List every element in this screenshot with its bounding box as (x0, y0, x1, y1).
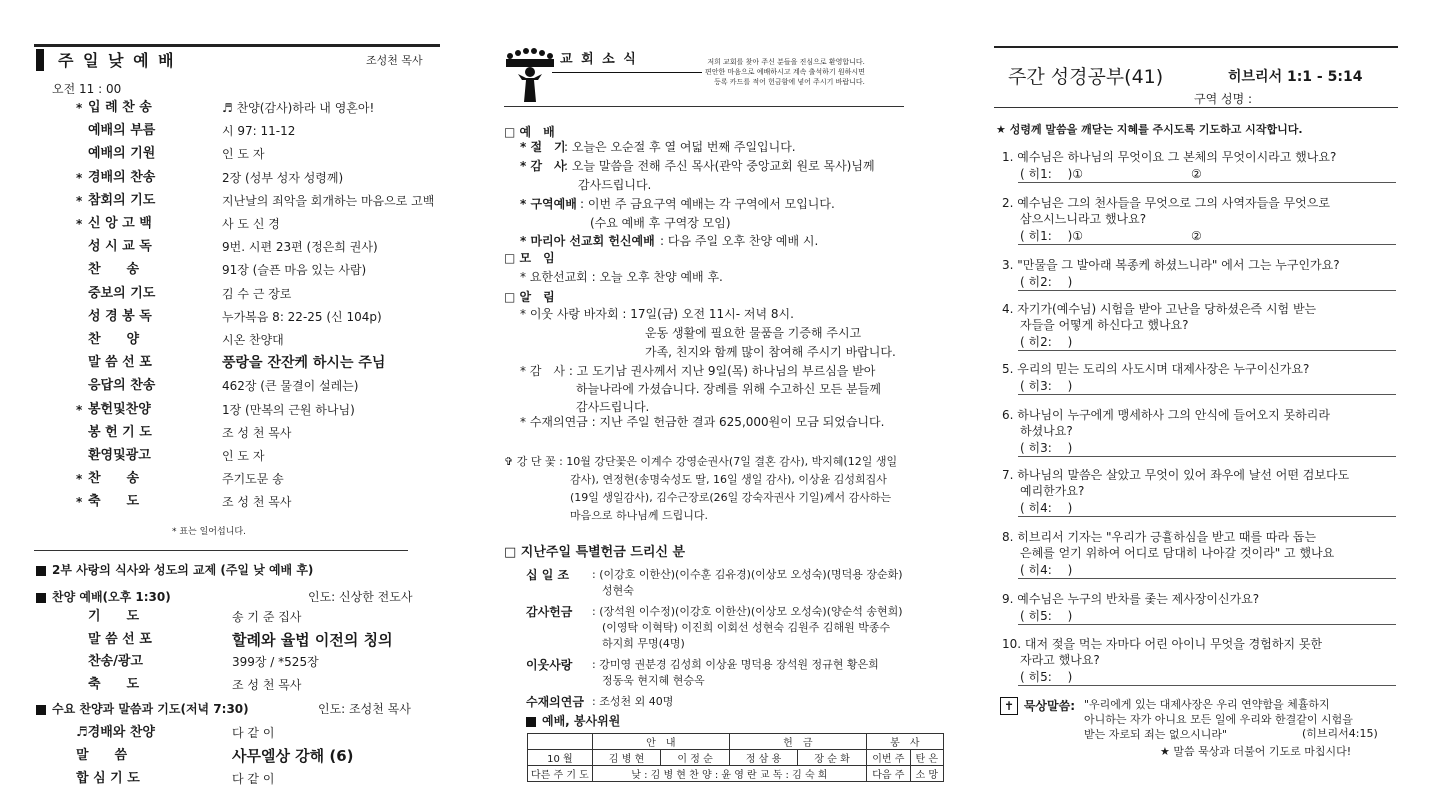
order-value: 인 도 자 (222, 147, 265, 162)
worship-time: 오전 11 : 00 (52, 82, 122, 96)
scripture-range: 히브리서 1:1 - 5:14 (1228, 69, 1363, 85)
order-value: 풍랑을 잔잔케 하시는 주님 (222, 355, 386, 372)
offering-header: 헌 금 (729, 734, 866, 750)
order-label: 성 경 봉 독 (88, 308, 152, 324)
offering-names: 하지희 무명(4명) (602, 637, 685, 650)
note-text: : 오늘은 오순절 후 열 여덟 번째 주일입니다. (564, 140, 796, 154)
meeting-note: * 요한선교회 : 오늘 오후 찬양 예배 후. (520, 270, 723, 284)
title-rule (34, 44, 440, 47)
answer-line: ( 히1: )① ② (1020, 229, 1202, 243)
order-label: 찬 송 (88, 262, 140, 278)
answer-underline (1018, 624, 1396, 625)
praise-label: 축 도 (88, 676, 140, 692)
standing-mark: * (76, 402, 83, 417)
bazaar-note: * 이웃 사랑 바자회 : 17일(금) 오전 11시- 저녁 8시. 운동 생활에 필요한 물품을 기증해 주시고 가족, 친지와 함께 많이 참여해 주시기 바랍니다. (520, 307, 896, 359)
question-text: 4. 자기가(예수님) 시험을 받아 고난을 당하셨은즉 시험 받는 (1002, 302, 1317, 316)
standing-mark: * (76, 217, 83, 231)
table-cell: 10 월 (528, 750, 593, 766)
standing-mark: * (76, 495, 83, 510)
praise-label: 말 씀 선 포 (88, 631, 152, 647)
answer-underline (1018, 244, 1396, 245)
note-text: : 이번 주 금요구역 예배는 각 구역에서 모입니다. (580, 197, 835, 211)
answer-underline (1018, 456, 1396, 457)
answer-line: ( 히5: ) (1020, 609, 1073, 623)
wednesday-heading: 수요 찬양과 말씀과 기도(저녁 7:30) (36, 702, 249, 716)
praise-leader: 인도: 신상한 전도사 (308, 590, 413, 604)
table-cell: 탄 은 (910, 750, 943, 766)
question-text: 8. 히브리서 기자는 "우리가 긍휼하심을 받고 때를 따라 돕는 (1002, 530, 1317, 544)
answer-underline (1018, 578, 1396, 579)
wednesday-label: ♬경배와 찬양 (76, 725, 155, 740)
praise-heading: 찬양 예배(오후 1:30) (36, 590, 171, 604)
question-text: 7. 하나님의 말씀은 살았고 무엇이 있어 좌우에 날선 어떤 검보다도 (1002, 468, 1350, 482)
order-label: 입 례 찬 송 (88, 100, 152, 115)
order-label: 응답의 찬송 (88, 378, 156, 394)
question-text: 1. 예수님은 하나님의 무엇이요 그 본체의 무엇이시라고 했나요? (1002, 150, 1337, 164)
table-cell: 정 삼 용 (729, 750, 798, 766)
order-value: ♬ 찬양(감사)하라 내 영혼아! (222, 101, 375, 115)
note-text: : 오늘 말씀을 전해 주신 목사(관악 중앙교회 원로 목사)님께 (564, 159, 875, 173)
offering-label: 이웃사랑 (526, 658, 573, 672)
order-label: 예배의 기원 (88, 146, 156, 162)
relief-note: * 수재의연금 : 지난 주일 헌금한 결과 625,000원이 모금 되었습니다. (520, 415, 885, 429)
order-value: 조 성 천 목사 (222, 495, 292, 510)
closing-note: ★ 말씀 묵상과 더불어 기도로 마칩시다! (1160, 745, 1352, 758)
order-value: 462장 (큰 물결이 설레는) (222, 379, 359, 394)
wednesday-value: 다 같 이 (232, 726, 275, 740)
intro-prayer: ★ 성령께 말씀을 깨닫는 지혜를 주시도록 기도하고 시작합니다. (996, 123, 1303, 136)
order-value: 누가복음 8: 22-25 (신 104p) (222, 309, 382, 324)
standing-mark: * (76, 472, 83, 487)
offering-names: (이영탁 이혁탁) 이진희 이회선 성현숙 김원주 김해원 박종수 (602, 621, 891, 634)
offering-label: 감사헌금 (526, 605, 573, 619)
standing-mark: * (76, 193, 83, 208)
answer-line: ( 히3: ) (1020, 441, 1073, 455)
order-label: 봉헌및찬양 (88, 401, 151, 417)
choir-icon (504, 48, 554, 104)
notice-section: □ 알 림 (504, 290, 555, 304)
question-text: 5. 우리의 믿는 도리의 사도시며 대제사장은 누구이신가요? (1002, 362, 1310, 376)
order-value: 조 성 천 목사 (222, 425, 292, 440)
order-label: 참회의 기도 (88, 192, 156, 208)
order-value: 주기도문 송 (222, 472, 284, 487)
answer-line: ( 히4: ) (1020, 501, 1073, 515)
offering-label: 수재의연금 (526, 695, 584, 709)
answer-underline (1018, 516, 1396, 517)
order-label: 경배의 찬송 (88, 169, 156, 185)
note-label: * 구역예배 (520, 197, 577, 211)
question-text: 은혜를 얻기 위하여 어디로 담대히 나아갈 것이라" 고 했나요 (1020, 546, 1335, 560)
answer-underline (1018, 350, 1396, 351)
question-text: 삼으시느니라고 했나요? (1020, 212, 1147, 226)
wednesday-label: 말 씀 (76, 748, 128, 763)
question-text: 6. 하나님이 누구에게 맹세하사 그의 안식에 들어오지 못하리라 (1002, 408, 1330, 422)
cross-icon: ✝ (1000, 697, 1018, 715)
meditation-reference: (히브리서4:15) (1302, 727, 1378, 740)
order-label: 축 도 (88, 494, 140, 510)
sunday-worship-panel (0, 0, 470, 803)
order-value: 사 도 신 경 (222, 217, 280, 231)
praise-label: 찬송/광고 (88, 654, 143, 669)
praise-label: 기 도 (88, 609, 140, 624)
table-cell: 다음 주 (866, 766, 910, 782)
order-label: 찬 송 (88, 471, 140, 487)
question-text: 하셨나요? (1020, 424, 1073, 438)
order-value: 1장 (만복의 근원 하나님) (222, 402, 355, 417)
standing-mark: * (76, 101, 83, 115)
table-cell: 다른 주 기 도 (528, 766, 593, 782)
table-cell: 장 순 화 (798, 750, 867, 766)
answer-line: ( 히5: ) (1020, 670, 1073, 684)
praise-value: 할례와 율법 이전의 칭의 (232, 630, 393, 649)
offering-names: : (장석원 이수정)(이강호 이한산)(이상모 오성숙)(양순석 송현희) (592, 605, 903, 618)
offering-names: : (이강호 이한산)(이수훈 김유경)(이상모 오성숙)(명덕용 장순화) (592, 568, 903, 581)
staff-heading: 예배, 봉사위원 (526, 714, 620, 728)
offering-names: 성현숙 (602, 584, 634, 597)
answer-underline (1018, 290, 1396, 291)
order-value: 시 97: 11-12 (222, 124, 296, 139)
order-label: 예배의 부름 (88, 123, 156, 139)
title-block (36, 49, 44, 71)
note-text: : 다음 주일 오후 찬양 예배 시. (660, 234, 819, 248)
name-field-label: 구역 성명 : (1194, 92, 1253, 106)
table-cell: 김 병 현 (592, 750, 661, 766)
pastor-name: 조성천 목사 (366, 54, 423, 67)
service-header: 봉 사 (866, 734, 943, 750)
offering-names: 정동욱 현지혜 현승옥 (602, 674, 705, 687)
praise-value: 송 기 준 집사 (232, 610, 302, 624)
question-text: 9. 예수님은 누구의 반차를 좇는 제사장이신가요? (1002, 592, 1260, 606)
wednesday-leader: 인도: 조성천 목사 (318, 702, 411, 716)
answer-line: ( 히1: )① ② (1020, 167, 1202, 181)
answer-line: ( 히3: ) (1020, 379, 1073, 393)
note-label: * 감 사 (520, 159, 566, 173)
answer-underline (1018, 394, 1396, 395)
order-label: 찬 양 (88, 332, 140, 347)
order-label: 중보의 기도 (88, 285, 156, 301)
question-text: 10. 대저 젖을 먹는 자마다 어린 아이니 무엇을 경험하지 못한 (1002, 637, 1323, 651)
order-label: 말 씀 선 포 (88, 355, 152, 371)
order-value: 김 수 근 장로 (222, 286, 292, 301)
thanks-note: * 감 사 : 고 도기남 권사께서 지난 9일(목) 하나님의 부르심을 받아 하늘나라에 가셨습니다. 장례를 위해 수고하신 모든 분들께 감사드립니다. (520, 364, 881, 414)
top-rule (994, 46, 1398, 48)
order-label: 환영및광고 (88, 448, 151, 463)
title-rule (552, 72, 702, 73)
news-rule (504, 106, 904, 107)
church-news-panel (490, 0, 960, 803)
order-label: 신 앙 고 백 (88, 216, 152, 231)
altar-flowers: ✞ 강 단 꽃 : 10월 강단꽃은 이계수 강영순권사(7일 결혼 감사), 박지혜(12일 생일 감사), 연정현(송명숙성도 딸, 16일 생일 감사), 이상윤 김성희집사 (19일 생일감사), 김수근장로(26일 강숙자권사 기일)께서 감사하는 마음으로 하나님께 드립니다. (504, 455, 898, 522)
meditation-verse: "우리에게 있는 대제사장은 우리 연약함을 체휼하지 아니하는 자가 아니요 모든 일에 우리와 한결같이 시험을 받는 자로되 죄는 없으시니라" (1084, 698, 1353, 741)
question-text: 3. "만물을 그 발아래 복종케 하셨느니라" 에서 그는 누구인가요? (1002, 258, 1340, 272)
standing-mark: * (76, 170, 83, 185)
order-label: 성 시 교 독 (88, 239, 152, 255)
news-title: 교 회 소 식 (560, 52, 638, 67)
divider (34, 550, 408, 551)
question-text: 자라고 했나요? (1020, 653, 1100, 667)
praise-value: 399장 / *525장 (232, 655, 319, 669)
answer-line: ( 히2: ) (1020, 335, 1073, 349)
note-label: * 절 기 (520, 140, 566, 154)
table-cell: 이번 주 (866, 750, 910, 766)
page-title: 주 일 낮 예 배 (58, 51, 176, 70)
order-label: 봉 헌 기 도 (88, 424, 152, 440)
order-value: 시온 찬양대 (222, 333, 284, 347)
meditation-block: ✝ 묵상말씀: (1000, 697, 1075, 715)
order-value: 인 도 자 (222, 449, 265, 463)
header-rule (994, 107, 1398, 108)
answer-underline (1018, 182, 1396, 183)
offering-names: : 조성천 외 40명 (592, 695, 674, 708)
wednesday-label: 합 심 기 도 (76, 771, 140, 786)
order-value: 91장 (슬픈 마음 있는 사람) (222, 263, 367, 278)
answer-line: ( 히2: ) (1020, 275, 1073, 289)
note-text: 감사드립니다. (578, 178, 652, 192)
part2-heading: 2부 사랑의 식사와 성도의 교제 (주일 낮 예배 후) (36, 563, 313, 577)
praise-value: 조 성 천 목사 (232, 677, 302, 692)
wednesday-value: 사무엘상 강해 (6) (232, 747, 354, 765)
offering-heading: □ 지난주일 특별헌금 드리신 분 (504, 545, 686, 560)
order-value: 지난날의 죄악을 회개하는 마음으로 고백 (222, 193, 435, 208)
table-cell: 이 정 순 (661, 750, 730, 766)
answer-line: ( 히4: ) (1020, 563, 1073, 577)
welcome-text: 저희 교회를 찾아 주신 분들을 진심으로 환영합니다. 편안한 마음으로 예배하시고 계속 출석하기 원하시면 등록 카드를 적어 헌금함에 넣어 주시기 바랍니다. (705, 58, 865, 86)
standing-note: * 표는 일어섭니다. (172, 527, 246, 537)
question-text: 예리한가요? (1020, 484, 1085, 498)
bible-study-panel (980, 0, 1443, 803)
wednesday-value: 다 같 이 (232, 772, 275, 786)
question-text: 자들을 어떻게 하신다고 했나요? (1020, 318, 1189, 332)
offering-names: : 강미영 권분경 김성희 이상윤 명덕용 장석원 정규현 황은희 (592, 658, 879, 671)
service-table (527, 733, 944, 782)
order-value: 2장 (성부 성자 성령께) (222, 170, 344, 185)
meeting-section: □ 모 임 (504, 251, 555, 265)
order-value: 9번. 시편 23편 (정은희 권사) (222, 240, 378, 255)
answer-underline (1018, 685, 1396, 686)
worship-section: □ 예 배 (504, 125, 555, 139)
table-cell: 소 망 (910, 766, 943, 782)
offering-label: 십 일 조 (526, 568, 570, 582)
study-title: 주간 성경공부(41) (1008, 66, 1164, 88)
note-text: (수요 예배 후 구역장 모임) (590, 216, 731, 230)
usher-header: 안 내 (592, 734, 729, 750)
question-text: 2. 예수님은 그의 천사들을 무엇으로 그의 사역자들을 무엇으로 (1002, 196, 1330, 210)
table-cell: 낮 : 김 병 현 찬 양 : 윤 영 란 교 독 : 김 숙 희 (592, 766, 866, 782)
note-label: * 마리아 선교회 헌신예배 (520, 234, 655, 248)
